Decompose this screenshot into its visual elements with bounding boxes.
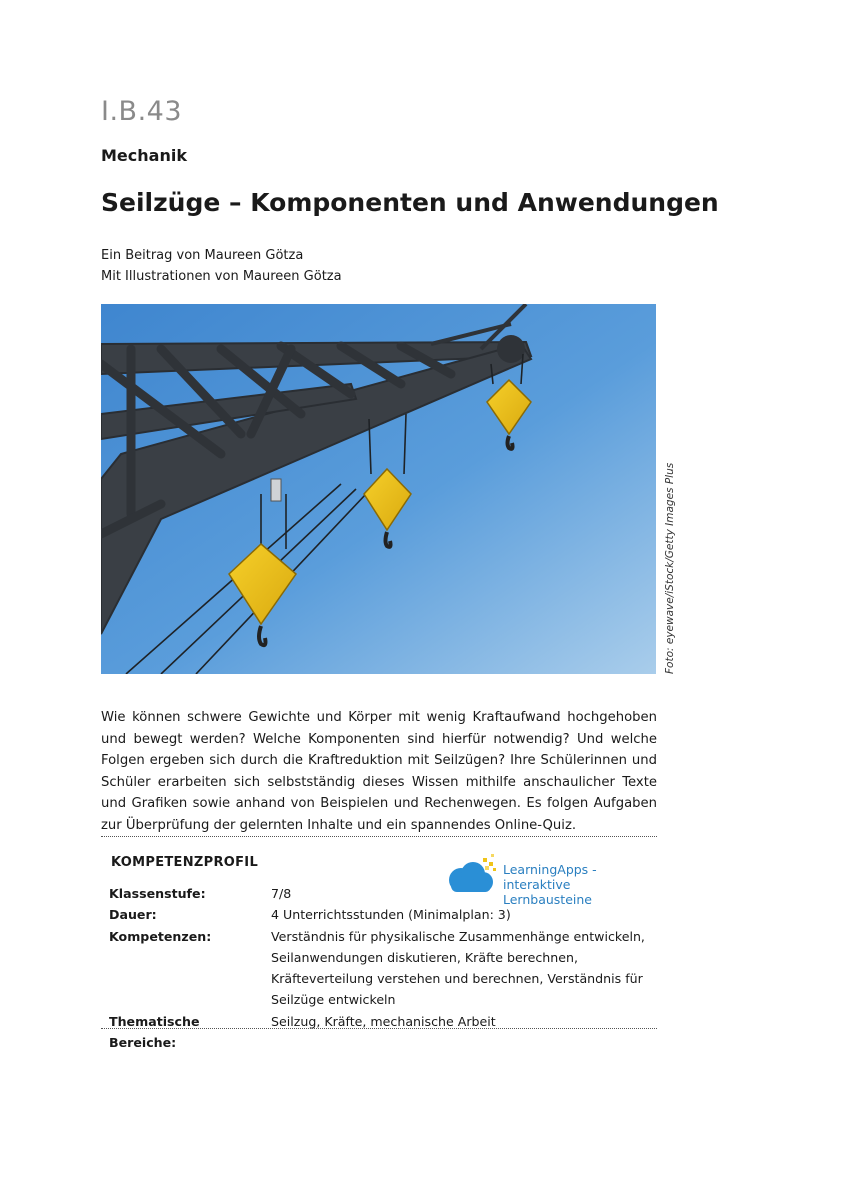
row-value: 7/8 [271,886,292,901]
crane-photo [101,304,656,674]
row-value: Verständnis für physikalische Zusammenhänge entwickeln, Seilanwendungen diskutieren, Kräfte berechnen, Kräfteverteilung verstehen und berechnen, Verständnis für Seilzüge entwickeln [271,928,645,1008]
author-line: Ein Beitrag von Maureen Götza [101,248,304,263]
document-code: I.B.43 [101,96,183,127]
row-key: Dauer: [109,907,157,923]
row-key: Thematische Bereiche: [109,1013,200,1051]
photo-credit: Foto: eyewave/iStock/Getty Images Plus [664,462,676,674]
row-key: Klassenstufe: [109,886,206,901]
intro-paragraph: Wie können schwere Gewichte und Körper mit wenig Kraftaufwand hochgehoben und bewegt werden? Welche Komponenten sind hierfür notwendig? Und welche Folgen ergeben sich durch die Kraftreduktion mit Seilzügen? Ihre Schülerinnen und Schüler erarbeiten sich selbstständig dieses Wissen mithilfe anschaulicher Texte und Grafiken sowie anhand von Beispielen und Rechenwegen. Es folgen Aufgaben zur Überprüfung der gelernten Inhalte und ein spannendes Online-Quiz. [101,710,657,833]
author-block [101,245,342,287]
row-key: Kompetenzen: [109,928,212,944]
divider-bottom [101,1028,657,1029]
learningapps-line2: interaktive Lernbausteine [503,877,592,907]
kompetenzprofil-heading: KOMPETENZPROFIL [111,855,259,870]
subject-heading: Mechanik [101,146,187,165]
table-row [109,904,651,925]
row-value: 4 Unterrichtsstunden (Minimalplan: 3) [271,907,511,923]
illustration-line: Mit Illustrationen von Maureen Götza [101,269,342,284]
crane-hooks-photo [101,304,656,674]
row-value: Seilzug, Kräfte, mechanische Arbeit [271,1013,496,1029]
table-row [109,883,651,904]
divider-top [101,836,657,837]
table-row [109,1011,651,1054]
table-row [109,926,651,1011]
learningapps-line1: LearningApps - [503,862,597,877]
document-title: Seilzüge – Komponenten und Anwendungen [101,188,719,217]
